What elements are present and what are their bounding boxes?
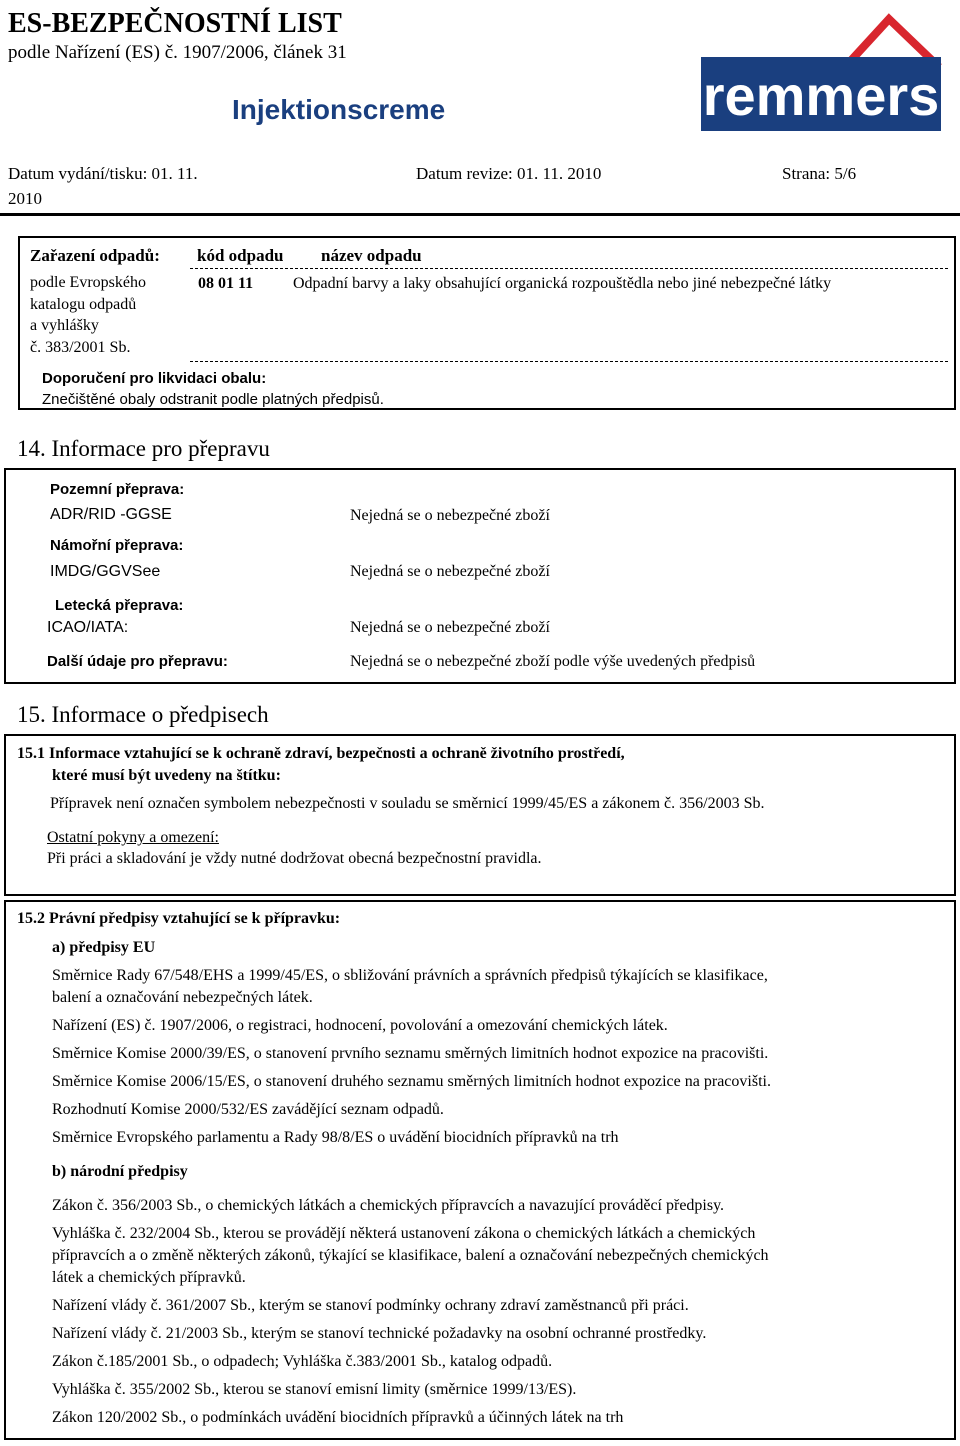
national-regulation-item: Zákon 120/2002 Sb., o podmínkách uvádění biocidních přípravků a účinných látek na trh: [52, 1409, 624, 1426]
other-instructions-text: Při práci a skladování je vždy nutné dodržovat obecná bezpečnostní pravidla.: [47, 850, 542, 867]
label-requirements-text: Přípravek není označen symbolem nebezpečnosti v souladu se směrnicí 1999/45/ES a zákonem č. 356/2003 Sb.: [50, 795, 765, 812]
waste-name-header: název odpadu: [321, 246, 422, 265]
waste-classification-label: Zařazení odpadů:: [30, 246, 160, 265]
land-transport-label: Pozemní přeprava:: [50, 481, 185, 498]
section-151-heading-line2: které musí být uvedeny na štítku:: [52, 767, 281, 784]
national-regulation-item: Zákon č.185/2001 Sb., o odpadech; Vyhláška č.383/2001 Sb., katalog odpadů.: [52, 1353, 553, 1370]
waste-name: Odpadní barvy a laky obsahující organická rozpouštědla nebo jiné nebezpečné látky: [293, 275, 832, 292]
waste-source-line: a vyhlášky: [30, 317, 99, 334]
eu-regulation-item: balení a označování nebezpečných látek.: [52, 989, 313, 1006]
eu-regulation-item: Směrnice Rady 67/548/EHS a 1999/45/ES, o sbližování právních a správních předpisů týkajících se klasifikace,: [52, 967, 768, 984]
waste-code: 08 01 11: [198, 275, 254, 292]
eu-regulation-item: Nařízení (ES) č. 1907/2006, o registraci, hodnocení, povolování a omezování chemických látek.: [52, 1017, 668, 1034]
national-regulation-item: Zákon č. 356/2003 Sb., o chemických látkách a chemických přípravcích a navazující prováděcí předpisy.: [52, 1197, 725, 1214]
sea-transport-label: Námořní přeprava:: [50, 537, 184, 554]
sea-transport-code: IMDG/GGVSee: [50, 563, 161, 580]
packaging-label: Doporučení pro likvidaci obalu:: [42, 370, 267, 387]
air-transport-value: Nejedná se o nebezpečné zboží: [350, 619, 550, 636]
national-regulation-item: Vyhláška č. 232/2004 Sb., kterou se provádějí některá ustanovení zákona o chemických látkách a chemických: [52, 1225, 756, 1242]
page-number: Strana: 5/6: [782, 164, 857, 183]
air-transport-label: Letecká přeprava:: [55, 597, 184, 614]
waste-header-rule: [190, 268, 948, 269]
remmers-logo: [695, 5, 947, 133]
land-transport-code: ADR/RID -GGSE: [50, 506, 172, 523]
section-151-heading-line1: 15.1 Informace vztahující se k ochraně zdraví, bezpečnosti a ochraně životního prostředí,: [17, 745, 625, 762]
section-152-heading: 15.2 Právní předpisy vztahující se k přípravku:: [17, 910, 341, 927]
sea-transport-value: Nejedná se o nebezpečné zboží: [350, 563, 550, 580]
issue-date-year: 2010: [8, 189, 42, 208]
waste-row-rule: [190, 361, 948, 362]
revision-date: Datum revize: 01. 11. 2010: [416, 164, 602, 183]
waste-source-line: č. 383/2001 Sb.: [30, 338, 131, 356]
eu-regulations-heading: a) předpisy EU: [52, 939, 156, 956]
document-subtitle: podle Nařízení (ES) č. 1907/2006, článek 31: [8, 42, 347, 63]
issue-date: Datum vydání/tisku: 01. 11.: [8, 164, 198, 183]
eu-regulation-item: Rozhodnutí Komise 2000/532/ES zavádějící seznam odpadů.: [52, 1101, 444, 1118]
eu-regulation-item: Směrnice Komise 2000/39/ES, o stanovení prvního seznamu směrných limitních hodnot expozice na pracovišti.: [52, 1045, 769, 1062]
national-regulation-item: přípravcích a o změně některých zákonů, týkající se klasifikace, balení a označování nebezpečných chemických: [52, 1247, 769, 1264]
national-regulation-item: Nařízení vlády č. 21/2003 Sb., kterým se stanoví technické požadavky na osobní ochranné prostředky.: [52, 1325, 707, 1342]
land-transport-value: Nejedná se o nebezpečné zboží: [350, 507, 550, 524]
eu-regulation-item: Směrnice Evropského parlamentu a Rady 98/8/ES o uvádění biocidních přípravků na trh: [52, 1129, 619, 1146]
waste-source-line: podle Evropského: [30, 274, 146, 291]
remmers-logo-text: remmers: [702, 64, 940, 127]
section-14-heading: 14. Informace pro přepravu: [17, 436, 270, 461]
national-regulation-item: látek a chemických přípravků.: [52, 1269, 246, 1286]
other-instructions-label: Ostatní pokyny a omezení:: [47, 829, 219, 846]
air-transport-code: ICAO/IATA:: [47, 619, 129, 636]
national-regulation-item: Nařízení vlády č. 361/2007 Sb., kterým se stanoví podmínky ochrany zdraví zaměstnanců při práci.: [52, 1297, 689, 1314]
packaging-text: Znečištěné obaly odstranit podle platných předpisů.: [42, 391, 384, 408]
waste-code-header: kód odpadu: [197, 246, 284, 265]
section-15-heading: 15. Informace o předpisech: [17, 702, 269, 727]
document-title: ES-BEZPEČNOSTNÍ LIST: [8, 8, 342, 39]
national-regulations-heading: b) národní předpisy: [52, 1163, 188, 1180]
national-regulation-item: Vyhláška č. 355/2002 Sb., kterou se stanoví emisní limity (směrnice 1999/13/ES).: [52, 1381, 577, 1398]
other-transport-label: Další údaje pro přepravu:: [47, 653, 228, 670]
header-divider: [0, 213, 960, 216]
other-transport-value: Nejedná se o nebezpečné zboží podle výše uvedených předpisů: [350, 653, 756, 670]
waste-source: [30, 272, 146, 358]
eu-regulation-item: Směrnice Komise 2006/15/ES, o stanovení druhého seznamu směrných limitních hodnot expozice na pracovišti.: [52, 1073, 771, 1090]
waste-source-line: katalogu odpadů: [30, 295, 137, 313]
product-name: Injektionscreme: [232, 94, 446, 125]
